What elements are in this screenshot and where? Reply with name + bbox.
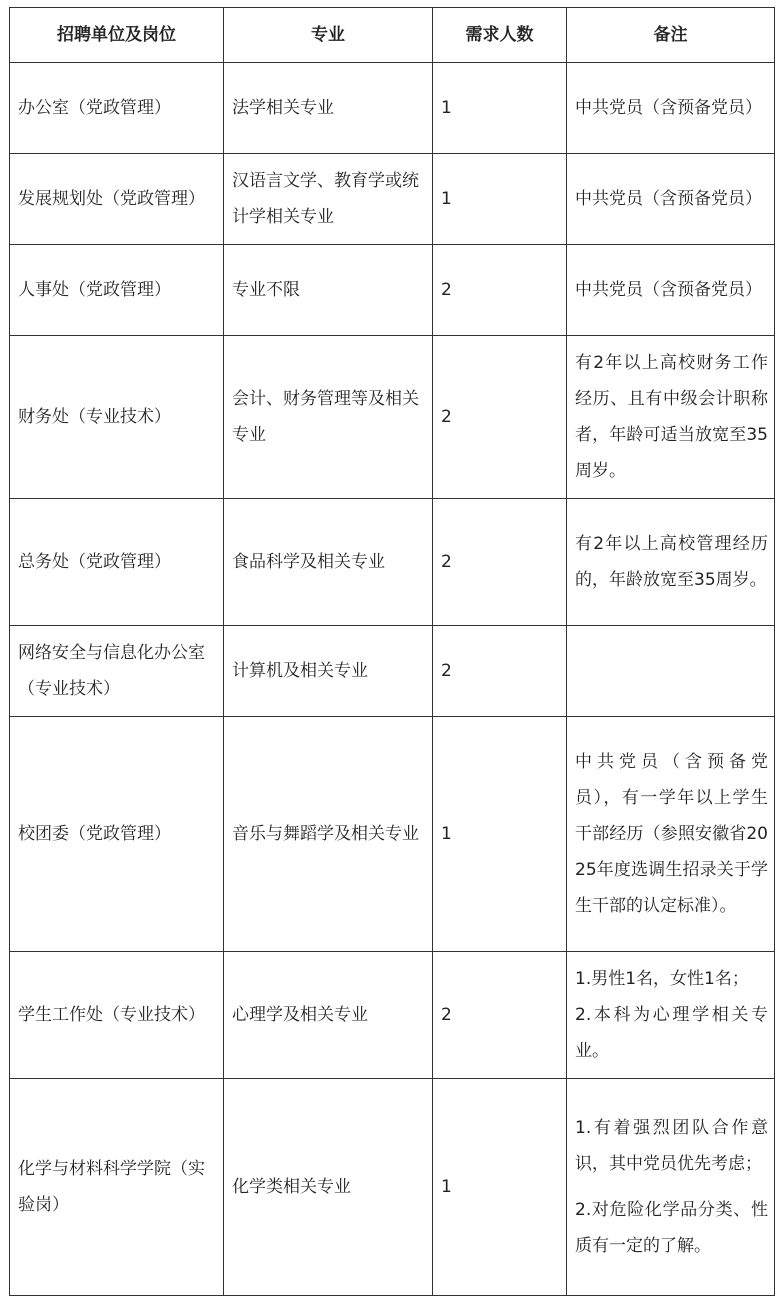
remark-line: 1.男性1名，女性1名；	[575, 969, 749, 989]
count-cell: 1	[433, 1079, 567, 1296]
major-cell: 汉语言文学、教育学或统计学相关专业	[224, 154, 433, 245]
major-cell: 会计、财务管理等及相关专业	[224, 336, 433, 499]
major-cell: 专业不限	[224, 245, 433, 336]
count-cell: 1	[433, 63, 567, 154]
major-cell: 化学类相关专业	[224, 1079, 433, 1296]
unit-cell: 网络安全与信息化办公室（专业技术）	[10, 626, 224, 717]
remark-line: 2.本科为心理学相关专业。	[575, 1005, 768, 1061]
unit-cell: 学生工作处（专业技术）	[10, 952, 224, 1079]
remark-cell	[567, 717, 775, 952]
count-cell: 2	[433, 952, 567, 1079]
remark-line: 中共党员（含预备党员）	[575, 280, 762, 300]
remark-cell	[567, 154, 775, 245]
table-row	[10, 245, 775, 336]
remark-line: 2.对危险化学品分类、性质有一定的了解。	[575, 1200, 768, 1256]
remark-line: 1.有着强烈团队合作意识，其中党员优先考虑；	[575, 1118, 768, 1174]
count-cell: 1	[433, 154, 567, 245]
unit-cell: 财务处（专业技术）	[10, 336, 224, 499]
unit-cell: 校团委（党政管理）	[10, 717, 224, 952]
remark-line: 有2年以上高校管理经历的，年龄放宽至35周岁。	[575, 534, 768, 590]
remark-spacer	[575, 1182, 768, 1192]
header-major: 专业	[224, 8, 433, 63]
major-cell: 法学相关专业	[224, 63, 433, 154]
major-cell: 音乐与舞蹈学及相关专业	[224, 717, 433, 952]
remark-cell	[567, 1079, 775, 1296]
major-cell: 食品科学及相关专业	[224, 499, 433, 626]
remark-line: 中共党员（含预备党员）	[575, 189, 762, 209]
remark-line: 有2年以上高校财务工作经历、且有中级会计职称者，年龄可适当放宽至35周岁。	[575, 353, 768, 481]
table-body	[10, 63, 775, 1296]
table-header-row	[10, 8, 775, 63]
remark-cell	[567, 952, 775, 1079]
remark-cell	[567, 626, 775, 717]
recruitment-table	[9, 7, 775, 1296]
table-row	[10, 1079, 775, 1296]
table-row	[10, 499, 775, 626]
table-row	[10, 717, 775, 952]
unit-cell: 办公室（党政管理）	[10, 63, 224, 154]
unit-cell: 化学与材料科学学院（实验岗）	[10, 1079, 224, 1296]
remark-cell	[567, 499, 775, 626]
unit-cell: 总务处（党政管理）	[10, 499, 224, 626]
header-unit: 招聘单位及岗位	[10, 8, 224, 63]
remark-line: 中共党员（含预备党员），有一学年以上学生干部经历（参照安徽省2025年度选调生招录关于学生干部的认定标准）。	[575, 752, 768, 916]
header-remark: 备注	[567, 8, 775, 63]
remark-cell	[567, 336, 775, 499]
count-cell: 2	[433, 626, 567, 717]
count-cell: 2	[433, 499, 567, 626]
table-row	[10, 626, 775, 717]
unit-cell: 发展规划处（党政管理）	[10, 154, 224, 245]
table-row	[10, 336, 775, 499]
major-cell: 计算机及相关专业	[224, 626, 433, 717]
remark-line: 中共党员（含预备党员）	[575, 98, 762, 118]
header-count: 需求人数	[433, 8, 567, 63]
count-cell: 1	[433, 717, 567, 952]
table-row	[10, 952, 775, 1079]
table-row	[10, 154, 775, 245]
count-cell: 2	[433, 336, 567, 499]
table-row	[10, 63, 775, 154]
unit-cell: 人事处（党政管理）	[10, 245, 224, 336]
remark-cell	[567, 245, 775, 336]
count-cell: 2	[433, 245, 567, 336]
major-cell: 心理学及相关专业	[224, 952, 433, 1079]
remark-cell	[567, 63, 775, 154]
